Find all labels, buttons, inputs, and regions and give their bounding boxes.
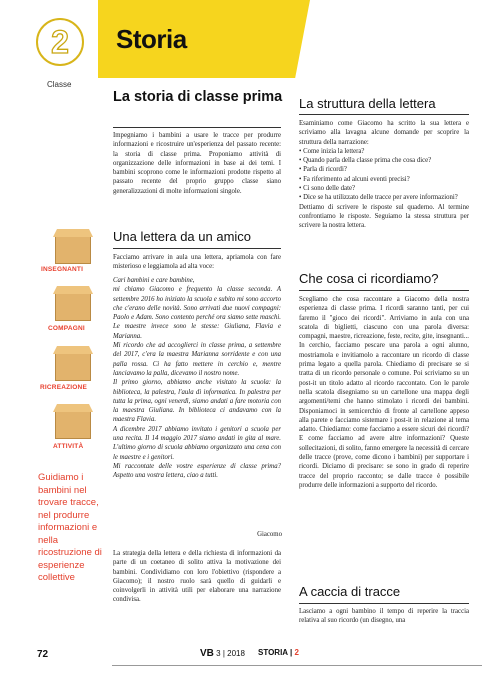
question-item: • Dice se ha utilizzato delle tracce per avere informazioni? bbox=[299, 194, 458, 202]
heading-struttura: La struttura della lettera bbox=[299, 96, 436, 111]
divider bbox=[299, 603, 469, 604]
question-item: • Come inizia la lettera? bbox=[299, 147, 365, 155]
footer-section: STORIA | 2 bbox=[258, 648, 299, 657]
magazine-logo: VB bbox=[200, 648, 214, 659]
class-label: Classe bbox=[47, 80, 72, 89]
divider bbox=[113, 248, 281, 249]
letter-line: Il primo giorno, abbiamo anche visitato la scuola: la biblioteca, la palestra, l'aula di informatica. In palestra per tutta la prima, ogni venerdì, siamo andati a fare motoria con la maestra Giuliana. In biblioteca ci andavamo con la maestra Flavia. bbox=[113, 379, 281, 424]
struttura-end: Dettiamo di scrivere le risposte sul quaderno. Al termine confrontiamo le risposte. Seguiamo la stessa struttura per scrivere la nostra lettera. bbox=[299, 203, 469, 230]
letter-line: A dicembre 2017 abbiamo invitato i genitori a scuola per una recita. Il 14 maggio 2017 siamo andati in gita al mare. L'ultimo giorno di scuola abbiamo organizzato una cena con le maestre e i genitori. bbox=[113, 425, 281, 461]
letter-line: Mi raccontate delle vostre esperienze di classe prima? Aspetto una vostra lettera, ciao a tutti. bbox=[113, 462, 281, 480]
closing-paragraph: La strategia della lettera e della richiesta di informazioni da parte di un coetaneo di solito attiva la motivazione dei bambini. Condividiamo con loro l'obiettivo (rispondere a Giacomo); il nostro ruolo sarà quello di guidarli e coinvolgerli in attività utili per elaborare una narrazione condivisa. bbox=[113, 550, 281, 604]
tag-compagni: COMPAGNI bbox=[48, 325, 85, 332]
letter-line: Cari bambini e care bambine, bbox=[113, 277, 195, 284]
heading-caccia: A caccia di tracce bbox=[299, 584, 401, 599]
box-photo bbox=[49, 403, 95, 443]
intro-paragraph: Impegniamo i bambini a usare le tracce per produrre informazioni e ricostruire un'esperienza del passato recente: la storia di classe prima. Proponiamo attività di organizzazione delle informazioni in base ai dei temi. I bambini scoprono come le informazioni prodotte rispetto al passato recente del proprio gruppo classe siano generalizzazioni di molte informazioni singole. bbox=[113, 132, 281, 195]
class-number: 2 bbox=[51, 24, 69, 60]
heading-ricordi: Che cosa ci ricordiamo? bbox=[299, 271, 439, 286]
struttura-block bbox=[299, 119, 469, 231]
footer-section-name: STORIA bbox=[258, 648, 288, 657]
question-item: • Fa riferimento ad alcuni eventi precisi? bbox=[299, 175, 410, 183]
question-item: • Parla di ricordi? bbox=[299, 166, 347, 174]
box-photo bbox=[49, 285, 95, 325]
article-title: La storia di classe prima bbox=[113, 89, 283, 105]
divider bbox=[299, 290, 469, 291]
tag-attivita: ATTIVITÀ bbox=[53, 443, 84, 450]
footer-rule bbox=[112, 665, 482, 666]
heading-lettera: Una lettera da un amico bbox=[113, 229, 252, 244]
page-number: 72 bbox=[37, 649, 49, 660]
letter-body bbox=[113, 276, 281, 481]
divider bbox=[113, 127, 281, 128]
class-badge bbox=[36, 18, 84, 66]
footer-section-num: 2 bbox=[294, 648, 299, 657]
question-item: • Quando parla della classe prima che cosa dice? bbox=[299, 157, 432, 165]
caccia-paragraph: Lasciamo a ogni bambino il tempo di reperire la traccia relativa al suo ricordo (un disegno, una bbox=[299, 608, 469, 625]
section-title: Storia bbox=[116, 24, 187, 54]
struttura-text: Esaminiamo come Giacomo ha scritto la sua lettera e scriviamo alla lavagna alcune domande per scoprire la struttura della narrazione: bbox=[299, 120, 469, 146]
ricordi-paragraph: Scegliamo che cosa raccontare a Giacomo della nostra esperienza di classe prima. I ricordi saranno tanti, per cui faremo il "gioco dei ricordi". Arriviamo in aula con una scatola di biglietti, ciascuno con una parola diversa: compagni, maestre, ricreazione, feste, recite, gite, insegnanti... In cerchio, facciamo pescare una parola a ogni alunno, mostriamola e invitiamolo a raccontare un ricordo di classe prima legato a quella parola. Chiediamo di precisare se si tratta di un ricordo personale o comune. Poi scriviamo su un post-it un titolo adatto al ricordo raccontato. Con le parole nella scatola disegniamo su un cartellone una mappa degli argomenti/temi che hanno stimolato i ricordi dei bambini. Disponiamoci in semicerchio di fronte al cartellone appeso alla parete e facciamo sistemare i post-it in relazione al tema adatto. Chiediamo: come facciamo a essere sicuri dei ricordi? E come facciamo ad avere altre informazioni? Queste sollecitazioni, di solito, fanno emergere la necessità di cercare delle tracce (prove, come dicono i bambini) per supportare i ricordi. Diciamo di precisare: se sono in grado di reperire tracce del proprio racconto; se dalle tracce è possibile produrre delle informazioni a supporto del ricordo. bbox=[299, 296, 469, 489]
magazine-issue bbox=[200, 648, 245, 659]
issue: 3 | 2018 bbox=[216, 649, 245, 658]
question-item: • Ci sono delle date? bbox=[299, 185, 355, 193]
divider bbox=[299, 114, 469, 115]
tag-insegnanti: INSEGNANTI bbox=[41, 266, 84, 273]
letter-line: Mi ricordo che ad accoglierci in classe prima, a settembre del 2017, c'era la maestra Marianna sorridente e con una palla rossa. Ci ha fatto mettere in cerchio e, mentre lanciavamo la palla, dicevamo il nostro nome. bbox=[113, 342, 281, 377]
letter-signature: Giacomo bbox=[257, 531, 282, 538]
page-header bbox=[0, 0, 500, 86]
tag-ricreazione: RICREAZIONE bbox=[40, 384, 87, 391]
letter-line: mi chiamo Giacomo e frequento la classe seconda. A settembre 2016 ho iniziato la scuola e subito mi sono accorto che c'erano delle novità. Sono arrivati due nuovi compagni: Paolo e Adam. Sono contento perché ora siamo sette maschi. Le maestre invece sono le stesse: Giuliana, Flavia e Marianna. bbox=[113, 286, 281, 340]
lettera-intro: Facciamo arrivare in aula una lettera, apriamola con fare misterioso e leggiamola ad alta voce: bbox=[113, 254, 281, 271]
sidebar-note: Guidiamo i bambini nel trovare tracce, nel produrre informazioni e nella ricostruzione di esperienze collettive bbox=[38, 472, 102, 583]
box-photo bbox=[49, 345, 95, 385]
box-photo bbox=[49, 228, 95, 268]
